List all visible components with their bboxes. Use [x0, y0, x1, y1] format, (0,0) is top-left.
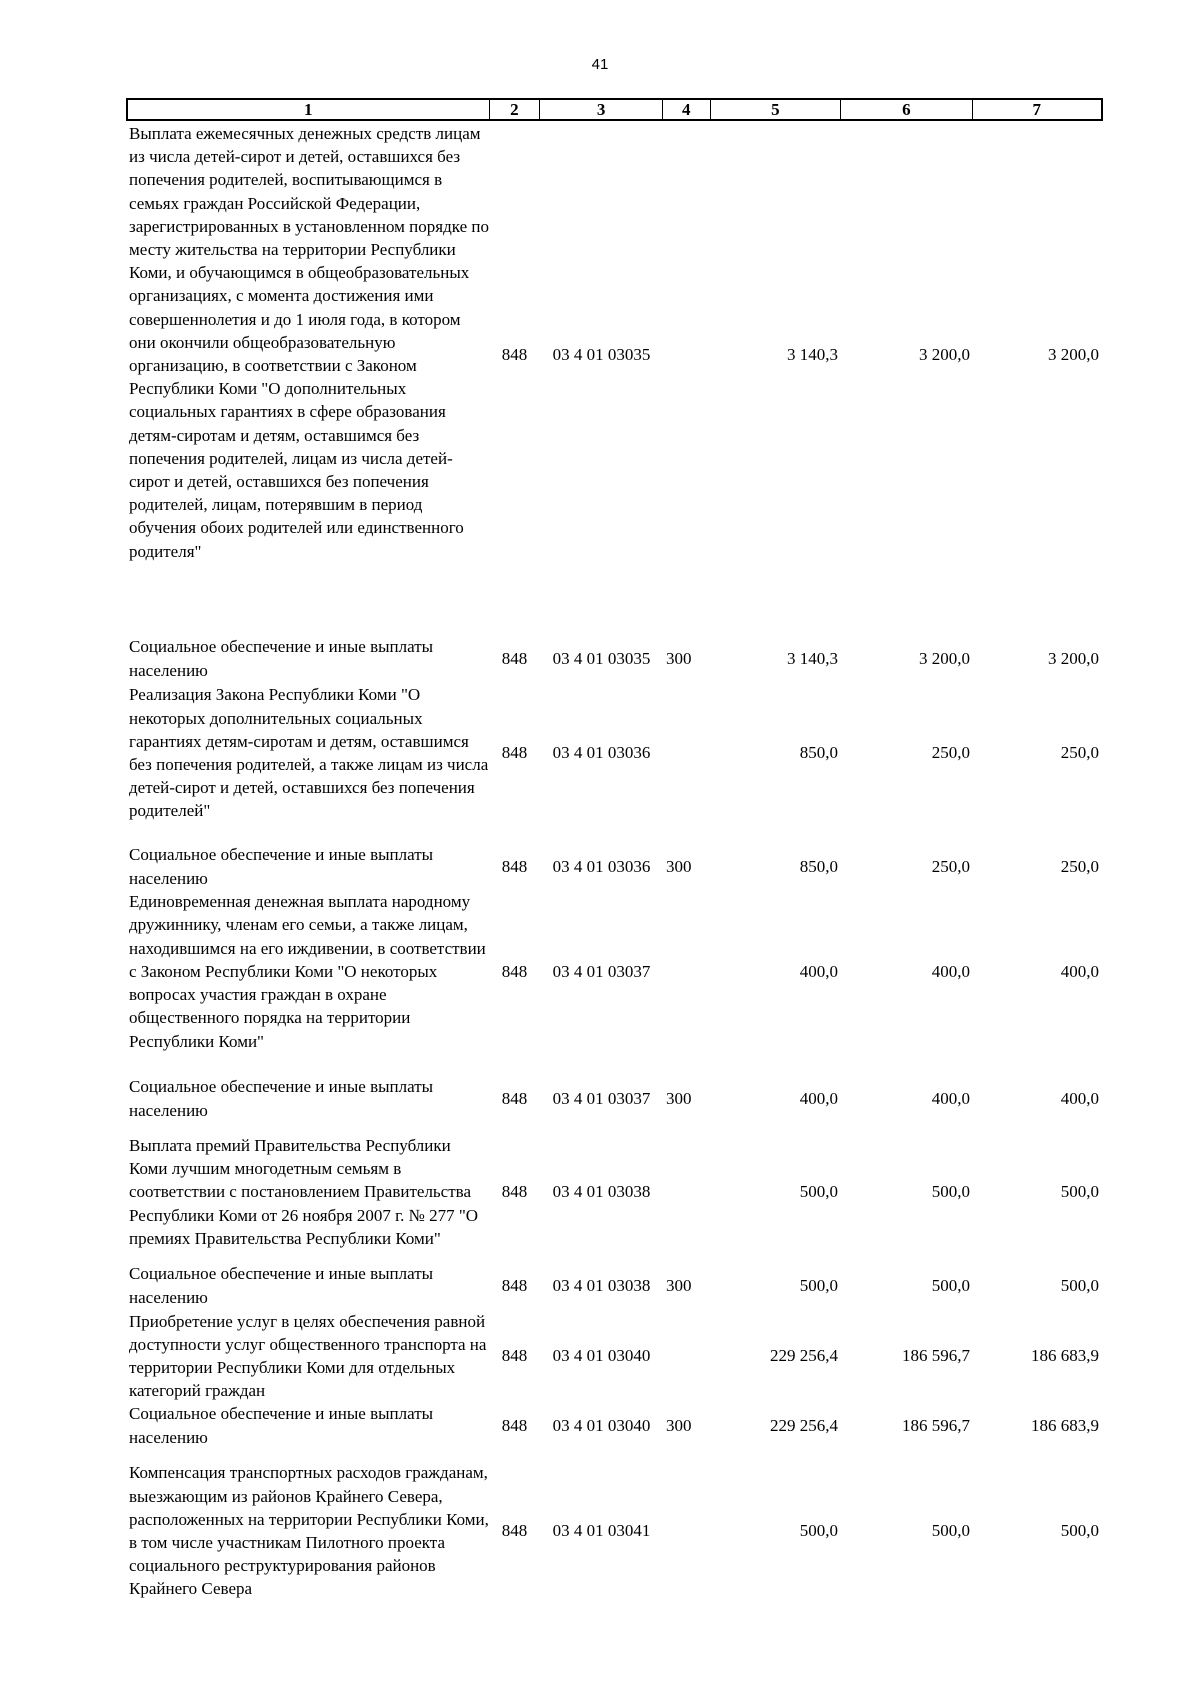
row-code: 848 — [501, 743, 528, 763]
row-code: 848 — [501, 345, 528, 364]
table-row — [126, 1262, 1103, 1309]
row-target: 03 4 01 03041 — [552, 1521, 651, 1541]
row-target: 03 4 01 03038 — [552, 1275, 651, 1295]
table-header — [126, 98, 1103, 121]
table-row — [126, 1402, 1103, 1449]
row-value-3: 186 683,9 — [1031, 1415, 1099, 1435]
row-target: 03 4 01 03035 — [552, 648, 651, 668]
header-col-7: 7 — [1032, 100, 1042, 119]
row-description: Социальное обеспечение и иные выплаты населению — [129, 845, 434, 888]
row-value-3: 186 683,9 — [1031, 1346, 1099, 1366]
row-type: 300 — [666, 1415, 692, 1435]
row-value-1: 500,0 — [799, 1521, 838, 1541]
row-code: 848 — [501, 1088, 528, 1108]
row-code: 848 — [501, 1182, 528, 1202]
table-row — [126, 1309, 1103, 1403]
row-value-3: 250,0 — [1060, 856, 1099, 876]
row-value-2: 400,0 — [931, 1088, 970, 1108]
page-number: 41 — [591, 56, 609, 73]
row-value-2: 400,0 — [931, 961, 970, 981]
row-target: 03 4 01 03035 — [552, 345, 651, 364]
row-description: Социальное обеспечение и иные выплаты населению — [129, 637, 434, 680]
row-target: 03 4 01 03037 — [552, 1088, 651, 1108]
row-value-2: 500,0 — [931, 1521, 970, 1541]
row-target: 03 4 01 03036 — [552, 743, 651, 763]
row-value-3: 400,0 — [1060, 1088, 1099, 1108]
header-col-2: 2 — [490, 100, 541, 119]
row-code: 848 — [501, 648, 528, 668]
table-row — [126, 122, 1103, 589]
row-value-3: 250,0 — [1060, 743, 1099, 763]
row-code: 848 — [501, 1521, 528, 1541]
row-value-2: 250,0 — [931, 743, 970, 763]
row-value-2: 3 200,0 — [919, 345, 970, 364]
row-target: 03 4 01 03040 — [552, 1346, 651, 1366]
row-target: 03 4 01 03040 — [552, 1415, 651, 1435]
row-value-1: 229 256,4 — [770, 1346, 838, 1366]
row-description: Социальное обеспечение и иные выплаты населению — [129, 1077, 434, 1120]
row-description: Социальное обеспечение и иные выплаты населению — [129, 1404, 434, 1447]
row-description: Выплата ежемесячных денежных средств лицам из числа детей-сирот и детей, оставшихся без попечения родителей, воспитывающимся в семьях граждан Российской Федерации, зарегистрированных в установленном порядке по месту жительства на территории Республики Коми, и обучающимся в общеобразовательных организациях, с момента достижения ими совершеннолетия и до 1 июля года, в котором они окончили общеобразовательную организацию, в соответствии с Законом Республики Коми "О дополнительных социальных гарантиях в сфере образования детям-сиротам и детям, оставшимся без попечения родителей, лицам из числа детей-сирот и детей, оставшихся без попечения родителей, лицам, потерявшим в период обучения обоих родителей или единственного родителя" — [129, 124, 489, 561]
row-description: Единовременная денежная выплата народному дружиннику, членам его семьи, а также лицам, находившимся на его иждивении, в соответствии с Законом Республики Коми "О некоторых вопросах участия граждан в охране общественного порядка на территории Республики Коми" — [129, 892, 486, 1051]
row-value-1: 500,0 — [799, 1182, 838, 1202]
row-target: 03 4 01 03038 — [552, 1182, 651, 1202]
row-value-1: 229 256,4 — [770, 1415, 838, 1435]
table-row — [126, 1449, 1103, 1613]
header-col-6: 6 — [841, 100, 972, 119]
row-target: 03 4 01 03037 — [552, 961, 651, 981]
header-col-5: 5 — [711, 100, 841, 119]
row-code: 848 — [501, 1415, 528, 1435]
table-row — [126, 635, 1103, 682]
row-value-2: 186 596,7 — [902, 1415, 970, 1435]
row-value-3: 400,0 — [1060, 961, 1099, 981]
table-row — [126, 843, 1103, 890]
header-col-4: 4 — [663, 100, 711, 119]
row-value-3: 500,0 — [1060, 1275, 1099, 1295]
row-type: 300 — [666, 856, 692, 876]
row-type: 300 — [666, 1275, 692, 1295]
row-value-3: 500,0 — [1060, 1521, 1099, 1541]
row-value-3: 3 200,0 — [1048, 648, 1099, 668]
row-target: 03 4 01 03036 — [552, 856, 651, 876]
row-value-2: 250,0 — [931, 856, 970, 876]
row-type: 300 — [666, 648, 692, 668]
row-value-2: 500,0 — [931, 1275, 970, 1295]
row-value-1: 3 140,3 — [787, 648, 838, 668]
row-code: 848 — [501, 856, 528, 876]
header-col-3: 3 — [540, 100, 663, 119]
row-value-2: 186 596,7 — [902, 1346, 970, 1366]
row-value-2: 500,0 — [931, 1182, 970, 1202]
row-value-1: 400,0 — [799, 961, 838, 981]
row-value-3: 500,0 — [1060, 1182, 1099, 1202]
header-col-1: 1 — [128, 100, 490, 119]
row-description: Реализация Закона Республики Коми "О некоторых дополнительных социальных гарантиях детям-сиротам и детям, оставшимся без попечения родителей, а также лицам из числа детей-сирот и детей, оставшихся без попечения родителей" — [129, 685, 489, 821]
table-row — [126, 683, 1103, 823]
row-value-1: 3 140,3 — [787, 345, 838, 364]
row-code: 848 — [501, 961, 528, 981]
row-description: Компенсация транспортных расходов гражданам, выезжающим из районов Крайнего Севера, расположенных на территории Республики Коми, в том числе участникам Пилотного проекта социального реструктурирования районов Крайнего Севера — [129, 1463, 489, 1599]
row-type: 300 — [666, 1088, 692, 1108]
row-value-2: 3 200,0 — [919, 648, 970, 668]
row-description: Приобретение услуг в целях обеспечения равной доступности услуг общественного транспорта на территории Республики Коми для отдельных категорий граждан — [129, 1311, 487, 1401]
row-value-1: 850,0 — [799, 743, 838, 763]
row-value-1: 500,0 — [799, 1275, 838, 1295]
table-row — [126, 1122, 1103, 1262]
row-code: 848 — [501, 1275, 528, 1295]
table-row — [126, 890, 1103, 1053]
row-code: 848 — [501, 1346, 528, 1366]
row-description: Социальное обеспечение и иные выплаты населению — [129, 1264, 434, 1307]
row-description: Выплата премий Правительства Республики Коми лучшим многодетным семьям в соответствии с постановлением Правительства Республики Коми от 26 ноября 2007 г. № 277 "О премиях Правительства Республики Коми" — [129, 1135, 479, 1248]
row-value-1: 850,0 — [799, 856, 838, 876]
row-value-3: 3 200,0 — [1048, 345, 1099, 364]
table-row — [126, 1075, 1103, 1122]
row-value-1: 400,0 — [799, 1088, 838, 1108]
